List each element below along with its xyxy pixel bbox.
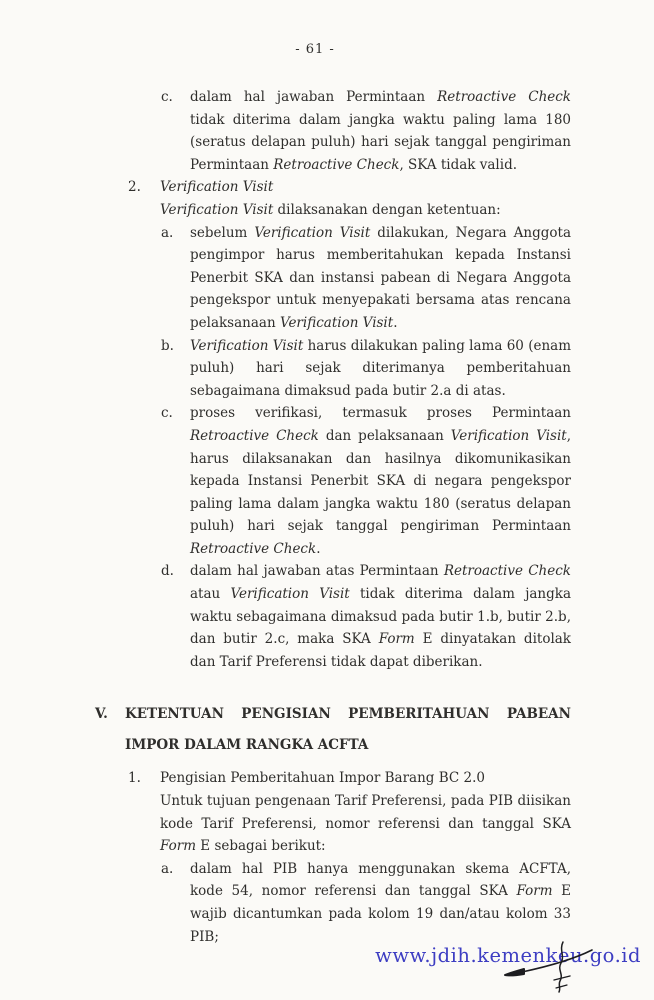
list-marker: 2. xyxy=(128,179,141,196)
text-content xyxy=(190,858,571,948)
italic-text-run: Form xyxy=(378,631,415,648)
text-run: dalam hal jawaban Permintaan xyxy=(190,89,438,105)
italic-text-run: Verification Visit xyxy=(254,224,371,241)
list-marker: V. xyxy=(95,706,108,723)
text-run: harus dilakukan paling lama 60 (enam puluh) hari sejak diterimanya pemberitahuan sebagaimana dimaksud pada butir 2.a di atas. xyxy=(190,337,571,399)
text-run: dalam hal PIB hanya menggunakan skema ACFTA, kode 54, nomor referensi dan tanggal SKA xyxy=(190,860,571,900)
text-content xyxy=(190,222,571,335)
paragraph xyxy=(160,199,571,222)
italic-text-run: Verification Visit xyxy=(190,337,304,354)
text-run: Pengisian Pemberitahuan Impor Barang BC 2.0 xyxy=(160,770,485,787)
text-content xyxy=(190,335,571,403)
text-run: atau xyxy=(190,586,231,603)
text-run: E dinyatakan ditolak dan Tarif Preferensi tidak dapat diberikan. xyxy=(190,631,571,670)
list-item xyxy=(161,402,571,560)
italic-text-run: Verification Visit xyxy=(160,201,274,218)
italic-text-run: Verification Visit xyxy=(450,427,567,444)
text-content xyxy=(190,560,571,673)
text-content xyxy=(160,790,571,858)
list-marker: a. xyxy=(161,224,174,241)
list-item xyxy=(161,560,571,673)
text-content xyxy=(160,767,571,790)
text-content xyxy=(160,199,571,222)
text-content xyxy=(190,402,571,560)
list-marker: c. xyxy=(161,405,173,422)
italic-text-run: Verification Visit xyxy=(230,586,350,603)
text-run: dilaksanakan dengan ketentuan: xyxy=(273,201,501,218)
list-item xyxy=(128,176,571,199)
list-marker: a. xyxy=(161,860,174,877)
text-run: . xyxy=(393,314,398,331)
list-marker: b. xyxy=(161,337,174,354)
text-content xyxy=(190,86,571,176)
list-item xyxy=(128,767,571,790)
italic-text-run: Retroactive Check xyxy=(273,156,400,173)
italic-text-run: Retroactive Check xyxy=(190,427,319,444)
text-run: dilakukan, Negara Anggota pengimpor harus memberitahukan kepada Instansi Penerbit SKA dan instansi pabean di Negara Anggota pengekspor untuk menyepakati bersama atas rencana pelaksanaan xyxy=(190,224,571,331)
text-run: , SKA tidak valid. xyxy=(399,156,517,173)
text-run: tidak diterima dalam jangka waktu paling lama 180 (seratus delapan puluh) hari sejak tanggal pengiriman Permintaan xyxy=(190,111,571,173)
text-run: dan pelaksanaan xyxy=(318,427,451,444)
list-item xyxy=(161,858,571,948)
text-run: proses verifikasi, termasuk proses Permintaan xyxy=(190,405,571,422)
page-number: - 61 - xyxy=(295,42,335,57)
section-heading xyxy=(95,699,571,760)
italic-text-run: Retroactive Check xyxy=(190,540,317,557)
italic-text-run: Retroactive Check xyxy=(443,563,571,580)
text-run: E sebagai berikut: xyxy=(196,838,326,855)
list-item xyxy=(161,222,571,335)
list-marker: c. xyxy=(161,89,173,105)
text-run: E wajib dicantumkan pada kolom 19 dan/atau kolom 33 PIB; xyxy=(190,883,571,945)
text-run: dalam hal jawaban atas Permintaan xyxy=(190,563,444,580)
footer-url-link[interactable]: www.jdih.kemenkeu.go.id xyxy=(375,944,641,967)
list-marker: d. xyxy=(161,563,174,580)
text-content xyxy=(125,699,571,760)
italic-text-run: Retroactive Check xyxy=(437,89,571,105)
italic-text-run: Verification Visit xyxy=(160,179,274,196)
text-content xyxy=(160,176,571,199)
text-run: Untuk tujuan pengenaan Tarif Preferensi, pada PIB diisikan kode Tarif Preferensi, nomor referensi dan tanggal SKA xyxy=(160,793,571,832)
text-run: tidak diterima dalam jangka waktu sebagaimana dimaksud pada butir 1.b, butir 2.b, dan butir 2.c, maka SKA xyxy=(190,586,571,648)
list-marker: 1. xyxy=(128,770,141,787)
italic-text-run: Form xyxy=(160,838,197,855)
list-item xyxy=(161,335,571,403)
list-item xyxy=(161,86,571,176)
italic-text-run: Form xyxy=(516,883,553,900)
text-run: , harus dilaksanakan dan hasilnya dikomunikasikan kepada Instansi Penerbit SKA di negara pengekspor paling lama dalam jangka waktu 180 (seratus delapan puluh) hari sejak tanggal pengiriman Permintaan xyxy=(190,427,571,535)
italic-text-run: Verification Visit xyxy=(279,314,394,331)
paragraph xyxy=(160,790,571,858)
document-body xyxy=(95,86,571,948)
text-run: . xyxy=(316,540,321,557)
text-run: KETENTUAN PENGISIAN PEMBERITAHUAN PABEAN IMPOR DALAM RANGKA ACFTA xyxy=(125,706,571,753)
text-run: sebelum xyxy=(190,224,255,241)
